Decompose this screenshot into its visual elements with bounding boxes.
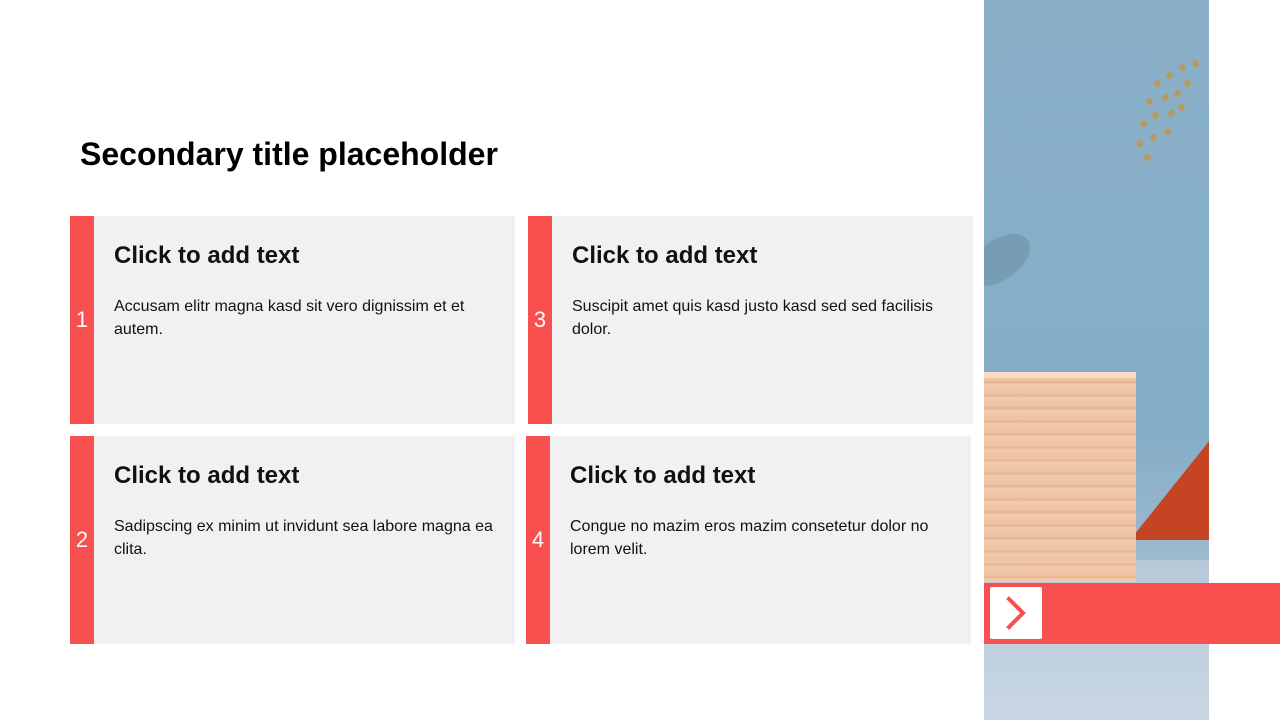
chevron-right-icon (1004, 596, 1028, 630)
red-triangle-object (1130, 440, 1209, 540)
card-text[interactable]: Sadipscing ex minim ut invidunt sea labore magna ea clita. (114, 518, 493, 558)
card-1[interactable] (70, 216, 515, 424)
card-body (552, 216, 973, 424)
card-heading[interactable]: Click to add text (114, 462, 300, 489)
card-text[interactable]: Suscipit amet quis kasd justo kasd sed sed facilisis dolor. (572, 298, 934, 338)
next-button[interactable] (990, 587, 1042, 639)
card-heading[interactable]: Click to add text (572, 242, 758, 269)
card-body (94, 216, 515, 424)
dried-flowers (1134, 50, 1209, 180)
card-number: 2 (70, 436, 94, 644)
page-title: Secondary title placeholder (80, 136, 498, 172)
card-body (94, 436, 515, 644)
card-number: 4 (526, 436, 550, 644)
card-number: 3 (528, 216, 552, 424)
card-3[interactable] (528, 216, 973, 424)
card-body (550, 436, 971, 644)
card-2[interactable] (70, 436, 515, 644)
card-heading[interactable]: Click to add text (570, 462, 756, 489)
plant-shadow (984, 224, 1039, 297)
card-text[interactable]: Congue no mazim eros mazim consetetur dolor no lorem velit. (570, 518, 929, 558)
card-heading[interactable]: Click to add text (114, 242, 300, 269)
card-text[interactable]: Accusam elitr magna kasd sit vero dignissim et et autem. (114, 298, 465, 338)
wooden-block (984, 372, 1136, 582)
card-4[interactable] (526, 436, 971, 644)
card-number: 1 (70, 216, 94, 424)
